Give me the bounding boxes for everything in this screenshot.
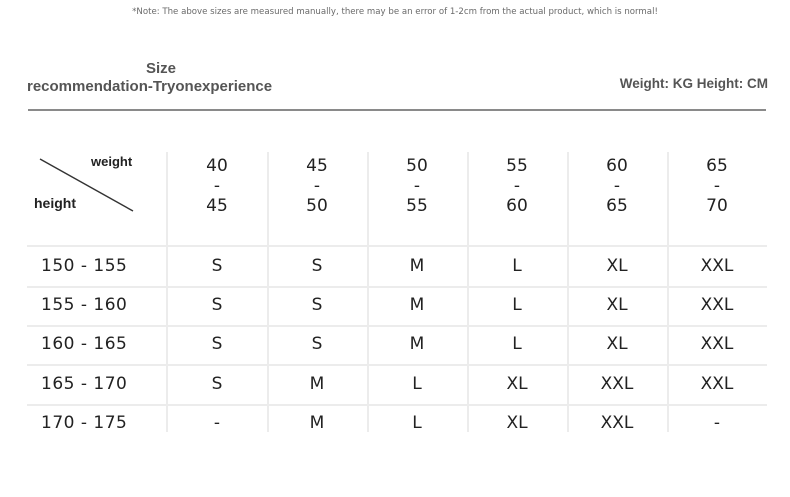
size-cell: L bbox=[412, 374, 422, 394]
weight-range-header bbox=[167, 156, 267, 216]
size-cell: XXL bbox=[600, 374, 634, 394]
size-cell: XXL bbox=[700, 374, 734, 394]
size-cell: M bbox=[309, 374, 325, 394]
size-cell: M bbox=[409, 334, 425, 354]
weight-range-sep: - bbox=[313, 176, 321, 196]
size-cell: XL bbox=[606, 295, 628, 315]
size-cell: L bbox=[512, 295, 522, 315]
weight-range-sep: - bbox=[413, 176, 421, 196]
weight-range-header bbox=[467, 156, 567, 216]
size-cell: - bbox=[713, 413, 721, 433]
weight-range-to: 55 bbox=[406, 196, 428, 216]
size-cell: M bbox=[409, 295, 425, 315]
size-cell: XXL bbox=[700, 256, 734, 276]
size-cell: XL bbox=[506, 413, 528, 433]
units-label: Weight: KG Height: CM bbox=[619, 76, 768, 91]
weight-range-from: 40 bbox=[206, 156, 228, 176]
measurement-note: *Note: The above sizes are measured manually, there may be an error of 1-2cm from the actual product, which is normal! bbox=[132, 7, 658, 17]
weight-range-from: 45 bbox=[306, 156, 328, 176]
size-cell: S bbox=[211, 334, 223, 354]
table-corner-header bbox=[27, 150, 167, 245]
header-divider bbox=[28, 109, 766, 111]
size-cell: S bbox=[211, 374, 223, 394]
height-range-label: 170 - 175 bbox=[41, 413, 128, 433]
weight-range-from: 65 bbox=[706, 156, 728, 176]
corner-height-label: height bbox=[34, 195, 76, 211]
size-cell: XL bbox=[606, 256, 628, 276]
size-cell: S bbox=[311, 295, 323, 315]
weight-range-to: 50 bbox=[306, 196, 328, 216]
title-line-2: recommendation-Tryonexperience bbox=[27, 78, 273, 95]
row-divider bbox=[27, 286, 767, 288]
weight-range-to: 65 bbox=[606, 196, 628, 216]
height-range-label: 160 - 165 bbox=[41, 334, 128, 354]
size-cell: M bbox=[309, 413, 325, 433]
weight-range-from: 60 bbox=[606, 156, 628, 176]
size-cell: XL bbox=[606, 334, 628, 354]
weight-range-to: 45 bbox=[206, 196, 228, 216]
size-cell: S bbox=[311, 334, 323, 354]
weight-range-from: 55 bbox=[506, 156, 528, 176]
size-cell: L bbox=[412, 413, 422, 433]
corner-weight-label: weight bbox=[91, 154, 133, 169]
row-divider bbox=[27, 325, 767, 327]
size-cell: L bbox=[512, 334, 522, 354]
weight-range-from: 50 bbox=[406, 156, 428, 176]
size-cell: S bbox=[211, 295, 223, 315]
height-range-label: 165 - 170 bbox=[41, 374, 128, 394]
weight-range-sep: - bbox=[213, 176, 221, 196]
size-cell: XXL bbox=[700, 334, 734, 354]
title-line-1: Size bbox=[145, 60, 176, 77]
weight-range-sep: - bbox=[713, 176, 721, 196]
size-cell: XXL bbox=[700, 295, 734, 315]
size-cell: S bbox=[211, 256, 223, 276]
row-divider bbox=[27, 404, 767, 406]
size-cell: S bbox=[311, 256, 323, 276]
weight-range-header bbox=[367, 156, 467, 216]
page-title bbox=[27, 60, 327, 96]
size-cell: - bbox=[213, 413, 221, 433]
weight-range-to: 70 bbox=[706, 196, 728, 216]
weight-range-sep: - bbox=[513, 176, 521, 196]
height-range-label: 150 - 155 bbox=[41, 256, 128, 276]
weight-range-to: 60 bbox=[506, 196, 528, 216]
weight-range-sep: - bbox=[613, 176, 621, 196]
weight-range-header bbox=[267, 156, 367, 216]
size-cell: XXL bbox=[600, 413, 634, 433]
row-divider bbox=[27, 364, 767, 366]
row-divider bbox=[27, 245, 767, 247]
size-cell: L bbox=[512, 256, 522, 276]
height-range-label: 155 - 160 bbox=[41, 295, 128, 315]
weight-range-header bbox=[567, 156, 667, 216]
weight-range-header bbox=[667, 156, 767, 216]
size-cell: XL bbox=[506, 374, 528, 394]
size-cell: M bbox=[409, 256, 425, 276]
